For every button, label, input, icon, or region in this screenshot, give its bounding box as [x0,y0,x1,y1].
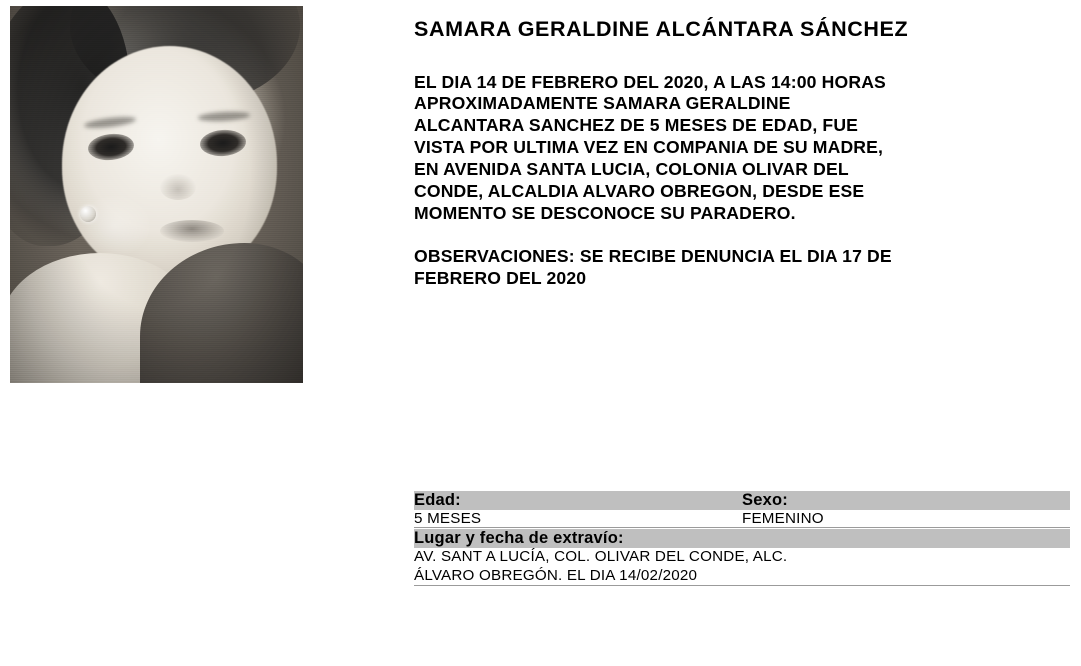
age-value: 5 MESES [414,510,742,527]
place-value-line: AV. SANT A LUCÍA, COL. OLIVAR DEL CONDE, ALC. [414,548,788,565]
incident-description [414,72,1064,225]
description-line: APROXIMADAMENTE SAMARA GERALDINE [414,93,791,114]
rule [414,585,1070,586]
description-line: EL DIA 14 DE FEBRERO DEL 2020, A LAS 14:00 HORAS [414,71,886,92]
observations-line: FEBRERO DEL 2020 [414,268,587,289]
table-header-row [414,491,1070,511]
table-header-row [414,529,1070,549]
sex-header: Sexo: [742,491,1070,511]
description-line: ALCANTARA SANCHEZ DE 5 MESES DE EDAD, FUE [414,115,859,136]
table-row [414,510,1070,527]
description-line: VISTA POR ULTIMA VEZ EN COMPANIA DE SU MADRE, [414,137,884,158]
victim-photo [10,6,303,383]
place-header: Lugar y fecha de extravío: [414,529,1070,549]
victim-data-table [414,490,1070,586]
observations-text [414,246,1064,290]
description-line: EN AVENIDA SANTA LUCIA, COLONIA OLIVAR DEL [414,158,849,179]
victim-name: SAMARA GERALDINE ALCÁNTARA SÁNCHEZ [414,17,909,41]
age-header: Edad: [414,491,742,511]
place-value-line: ÁLVARO OBREGÓN. EL DIA 14/02/2020 [414,566,698,584]
sex-value: FEMENINO [742,510,1070,527]
place-value [414,548,1070,585]
table-divider [414,585,1070,586]
poster-text-column [414,18,1069,312]
description-line: CONDE, ALCALDIA ALVARO OBREGON, DESDE ESE [414,180,865,201]
description-line: MOMENTO SE DESCONOCE SU PARADERO. [414,202,796,223]
photo-grain [10,6,303,383]
observations-line: OBSERVACIONES: SE RECIBE DENUNCIA EL DIA 17 DE [414,246,892,267]
table-row [414,548,1070,585]
